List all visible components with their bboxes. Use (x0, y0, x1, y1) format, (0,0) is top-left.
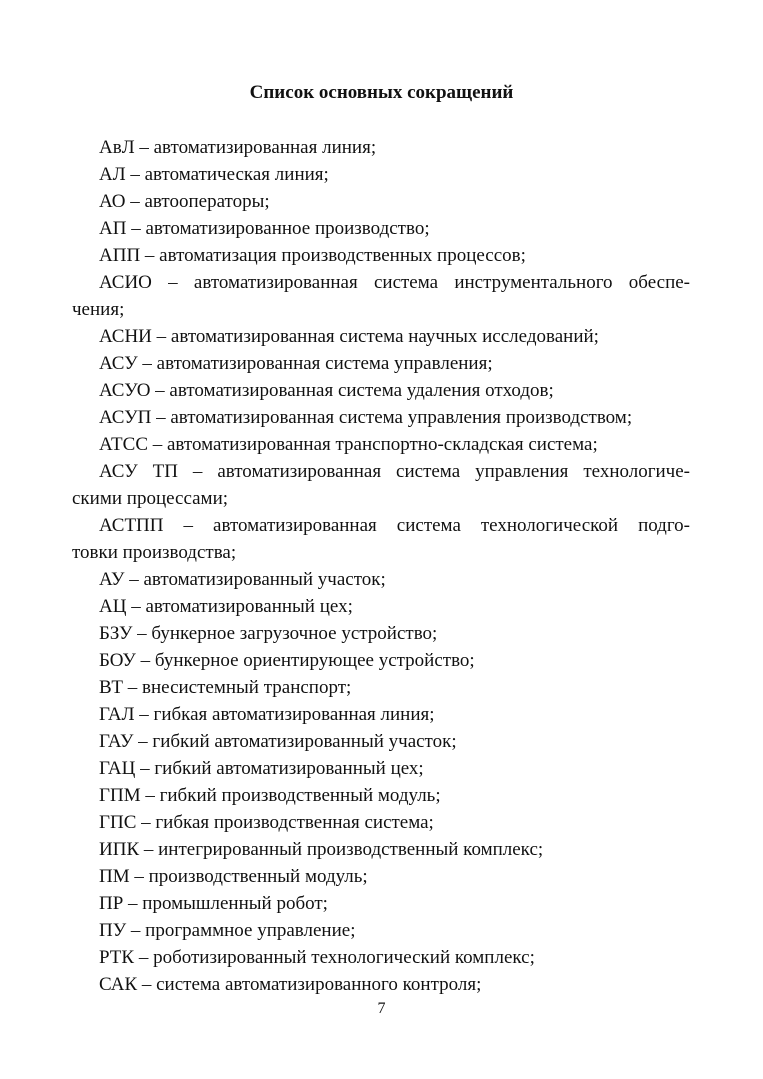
list-item (72, 350, 690, 377)
entry-text: АО – автооператоры; (99, 191, 270, 212)
entry-text: АП – автоматизированное производство; (99, 218, 430, 239)
list-item (72, 620, 690, 647)
list-item (72, 431, 690, 458)
entry-text: АПП – автоматизация производственных процессов; (99, 245, 526, 266)
entry-text: ПМ – производственный модуль; (99, 866, 368, 887)
entry-text-line-1: АСИО – автоматизированная система инструментального обеспе- (99, 272, 690, 293)
entry-text-line-2: скими процессами; (72, 488, 229, 509)
list-item (72, 593, 690, 620)
entry-text-line-1: АСТПП – автоматизированная система технологической подго- (99, 515, 690, 536)
entry-text-line-2: чения; (72, 299, 125, 320)
entry-text: ГПС – гибкая производственная система; (99, 812, 434, 833)
list-item (72, 215, 690, 242)
entry-text: ГПМ – гибкий производственный модуль; (99, 785, 441, 806)
entry-text-line-1: АСУ ТП – автоматизированная система управления технологиче- (99, 461, 690, 482)
list-item (72, 836, 690, 863)
page-number: 7 (377, 1000, 386, 1017)
list-item (72, 134, 690, 161)
list-item (72, 377, 690, 404)
list-item (72, 728, 690, 755)
list-item (72, 971, 690, 998)
list-item (72, 161, 690, 188)
entry-text: АСУ – автоматизированная система управления; (99, 353, 493, 374)
list-item (72, 701, 690, 728)
list-item (72, 269, 690, 323)
list-item (72, 755, 690, 782)
list-item (72, 890, 690, 917)
entry-text: ГАУ – гибкий автоматизированный участок; (99, 731, 457, 752)
list-item (72, 674, 690, 701)
abbreviation-list (72, 134, 690, 998)
entry-text: ГАЦ – гибкий автоматизированный цех; (99, 758, 424, 779)
entry-text: ГАЛ – гибкая автоматизированная линия; (99, 704, 435, 725)
list-item (72, 188, 690, 215)
entry-text-line-2: товки производства; (72, 542, 237, 563)
entry-text: АЦ – автоматизированный цех; (99, 596, 353, 617)
entry-text: АСУО – автоматизированная система удаления отходов; (99, 380, 554, 401)
entry-text: АУ – автоматизированный участок; (99, 569, 386, 590)
list-item (72, 458, 690, 512)
list-item (72, 782, 690, 809)
list-item (72, 404, 690, 431)
entry-text: АвЛ – автоматизированная линия; (99, 137, 377, 158)
list-item (72, 566, 690, 593)
list-item (72, 647, 690, 674)
list-item (72, 863, 690, 890)
list-item (72, 512, 690, 566)
entry-text: БЗУ – бункерное загрузочное устройство; (99, 623, 438, 644)
entry-text: АЛ – автоматическая линия; (99, 164, 329, 185)
entry-text: АТСС – автоматизированная транспортно-складская система; (99, 434, 598, 455)
entry-text: АСУП – автоматизированная система управления производством; (99, 407, 633, 428)
entry-text: АСНИ – автоматизированная система научных исследований; (99, 326, 599, 347)
list-item (72, 917, 690, 944)
entry-text: ИПК – интегрированный производственный комплекс; (99, 839, 544, 860)
entry-text: ПР – промышленный робот; (99, 893, 328, 914)
entry-text: САК – система автоматизированного контроля; (99, 974, 482, 995)
entry-text: БОУ – бункерное ориентирующее устройство; (99, 650, 475, 671)
entry-text: ПУ – программное управление; (99, 920, 356, 941)
list-item (72, 944, 690, 971)
entry-text: РТК – роботизированный технологический комплекс; (99, 947, 535, 968)
entry-text: ВТ – внесистемный транспорт; (99, 677, 352, 698)
list-item (72, 809, 690, 836)
page-title: Список основных сокращений (249, 82, 514, 103)
list-item (72, 323, 690, 350)
list-item (72, 242, 690, 269)
